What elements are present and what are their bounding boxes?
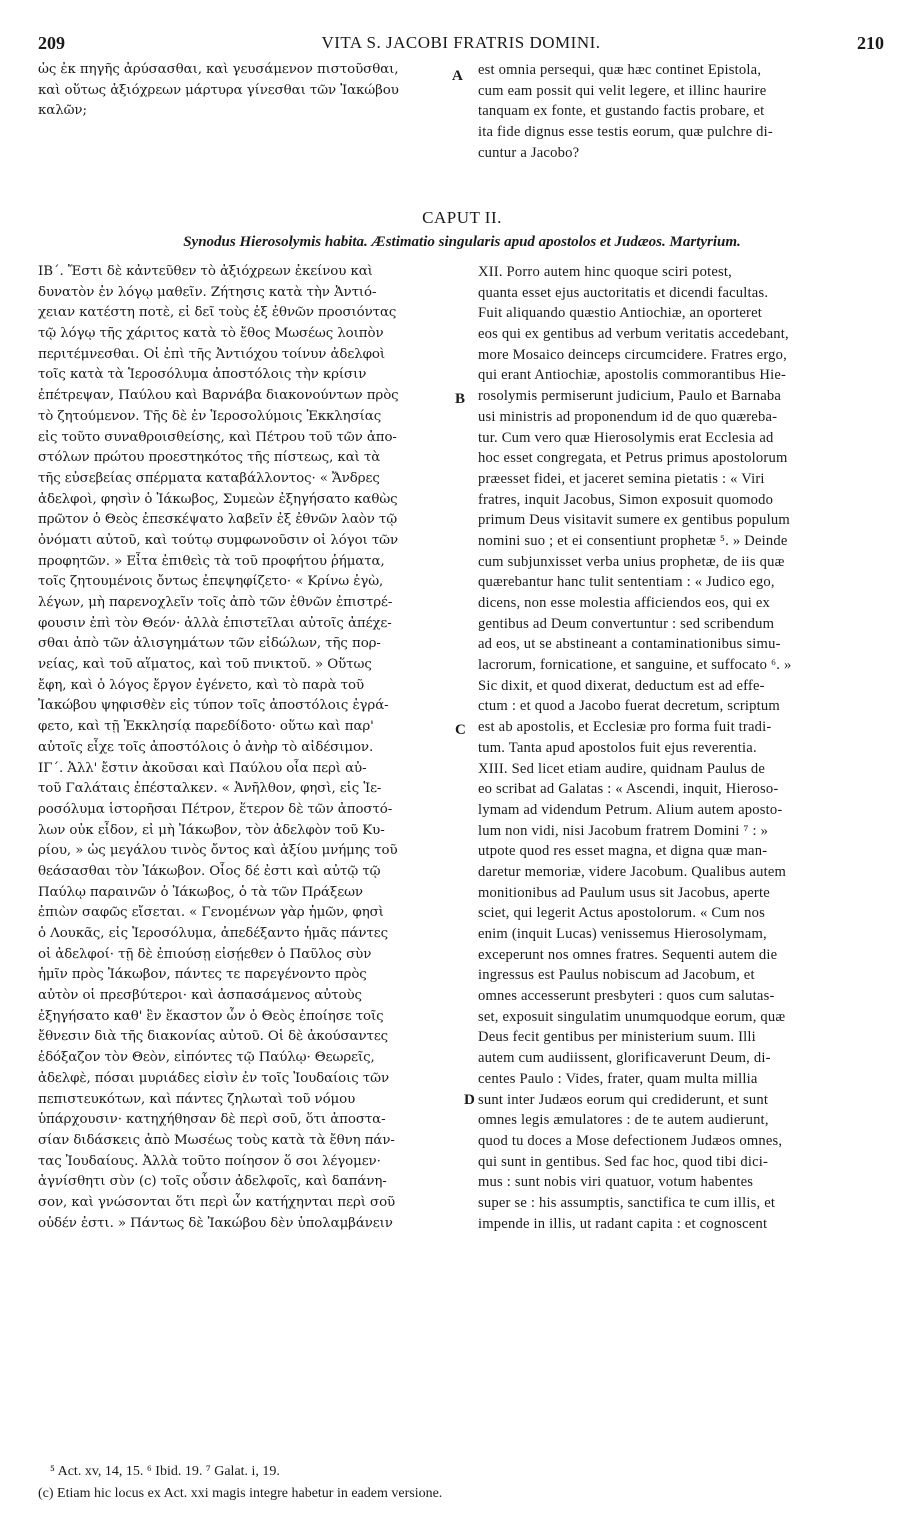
text-line: gentibus ad Deum convertuntur : sed scribendum — [478, 615, 775, 632]
text-line: nomini suo ; et ei consentiunt prophetæ ⁵. » Deinde — [478, 532, 788, 549]
text-line: hoc esset congregata, et Petrus primus apostolorum — [478, 450, 788, 467]
text-line: sciet, qui legerit Actus apostolorum. « Cum nos — [478, 905, 766, 922]
text-line: ἁγνίσθητι σὺν (c) τοῖς οὖσιν ἀδελφοῖς, καὶ δαπάνη- — [38, 1174, 387, 1190]
text-line: omnes legis æmulatores : de te autem audierunt, — [478, 1112, 769, 1129]
text-line: ad eos, ut se abstineant a contaminationibus simu- — [478, 636, 781, 653]
text-line: cuntur a Jacobo? — [478, 144, 580, 161]
text-line: XIII. Sed licet etiam audire, quidnam Paulus de — [478, 760, 766, 777]
text-line: præesset fidei, et jaceret semina pietatis : « Viri — [478, 470, 765, 487]
text-line: ἐξηγήσατο καθ' ἓν ἕκαστον ὧν ὁ Θεὸς ἐποίησε τοῖς — [38, 1008, 384, 1024]
text-line: λέγων, μὴ παρενοχλεῖν τοῖς ἀπὸ τῶν ἐθνῶν ἐπιστρέ- — [38, 595, 393, 610]
text-line: τοῖς κατὰ τὰ Ἱεροσόλυμα ἀποστόλοις τὴν κρίσιν — [38, 367, 367, 383]
text-line: omnes accesserunt presbyteri : quos cum salutas- — [478, 988, 775, 1005]
text-line: XII. Porro autem hinc quoque sciri potest, — [478, 264, 733, 280]
text-line: dicens, non esse molestia afficiendos eos, qui ex — [478, 595, 771, 611]
text-line: eo scribat ad Galatas : « Ascendi, inquit, Hieroso- — [478, 781, 779, 798]
text-line: σον, καὶ γνώσονται ὅτι περὶ ὧν κατήχηνται περὶ σοῦ — [38, 1194, 396, 1210]
text-line: qui sunt in gentibus. Sed fac hoc, quod tibi dici- — [478, 1153, 769, 1170]
text-line: quanta esset ejus auctoritatis et dicendi facultas. — [478, 284, 769, 301]
text-line: ita fide dignus esse testis eorum, quæ pulchre di- — [478, 124, 773, 141]
text-line: τῆς εὐσεβείας σπέρματα καταβάλλοντος· « Ἄνδρες — [38, 470, 380, 486]
footnotes — [38, 1464, 884, 1508]
text-line: est omnia persequi, quæ hæc continet Epistola, — [478, 62, 762, 78]
text-line: super se : his assumptis, sanctifica te cum illis, et — [478, 1194, 776, 1211]
text-line: autem cum audiissent, glorificaverunt Deum, di- — [478, 1050, 771, 1067]
text-line: οἱ ἀδελφοί· τῇ δὲ ἐπιούσῃ εἰσῄεθεν ὁ Παῦλος σὺν — [38, 946, 372, 962]
text-line: tur. Cum vero quæ Hierosolymis erat Ecclesia ad — [478, 429, 774, 446]
text-line: Παύλῳ παραινῶν ὁ Ἰάκωβος, ὁ τὰ τῶν Πράξεων — [38, 884, 363, 900]
text-line: mus : sunt nobis viri quatuor, votum habentes — [478, 1174, 754, 1191]
text-line: daretur memoriæ, videre Jacobum. Qualibus autem — [478, 863, 787, 880]
page-number-left: 209 — [38, 33, 65, 53]
text-line: φουσιν ἐπὶ τὸν Θεόν· ἀλλὰ ἐπιστεῖλαι αὐτοῖς ἀπέχε- — [38, 615, 392, 631]
latin-column — [478, 262, 884, 1234]
text-line: tum. Tanta apud apostolos fuit ejus reverentia. — [478, 739, 757, 756]
text-line: quod tu doces a Mose defectionem Judæos omnes, — [478, 1132, 783, 1149]
text-line: set, exposuit singulatim unumquodque eorum, quæ — [478, 1008, 786, 1025]
text-line: τοῦ Γαλάταις ἐπέσταλκεν. « Ἀνῆλθον, φησὶ, εἰς Ἱε- — [38, 781, 382, 797]
text-line: lymam ad videndum Petrum. Alium autem aposto- — [478, 801, 783, 818]
text-line: exceperunt nos omnes fratres. Sequenti autem die — [478, 946, 778, 963]
text-line: εἰς τοῦτο συναθροισθείσης, καὶ Πέτρου τοῦ τῶν ἀπο- — [38, 429, 397, 445]
text-line: προφητῶν. » Εἶτα ἐπιθεὶς τὰ τοῦ προφήτου ῥήματα, — [38, 553, 385, 569]
intro-latin-column — [478, 60, 884, 163]
text-line: ἔφη, καὶ ὁ λόγος ἔργον ἐγένετο, καὶ τὸ παρὰ τοῦ — [38, 677, 364, 693]
text-line: utpote quod res esset magna, et digna quæ man- — [478, 843, 768, 860]
text-line: ρίου, » ὡς μεγάλου τινὸς ὄντος καὶ ἀξίου μνήμης τοῦ — [38, 843, 398, 859]
text-line: monitionibus ad Paulum usus sit Jacobus, aperte — [478, 884, 770, 901]
text-line: sunt inter Judæos eorum qui crediderunt, et sunt — [478, 1091, 769, 1108]
text-line: σίαν διδάσκεις ἀπὸ Μωσέως τοὺς κατὰ τὰ ἔθνη πάν- — [38, 1132, 395, 1148]
text-line: Deus fecit gentibus per ministerium suum. Illi — [478, 1029, 756, 1046]
footnote-references: ⁵ Act. xv, 14, 15. ⁶ Ibid. 19. ⁷ Galat. i, 19. — [50, 1464, 280, 1479]
text-line: ἔθνεσιν διὰ τῆς διακονίας αὐτοῦ. Οἱ δὲ ἀκούσαντες — [38, 1029, 389, 1045]
running-head — [38, 33, 884, 59]
text-line: θεάσασθαι τὸν Ἰάκωβον. Οἷος δέ ἐστι καὶ αὐτῷ τῷ — [38, 863, 381, 879]
text-line: primum Deus visitavit sumere ex gentibus populum — [478, 512, 790, 529]
text-line: lum non vidi, nisi Jacobum fratrem Domini ⁷ : » — [478, 822, 769, 839]
text-line: τὸ ζητούμενον. Τῆς δὲ ἐν Ἱεροσολύμοις Ἐκκλησίας — [38, 408, 382, 424]
text-line: cum eam possit qui velit legere, et illinc haurire — [478, 82, 767, 99]
greek-column — [38, 262, 470, 1234]
text-line: est ab apostolis, et Ecclesiæ pro forma fuit tradi- — [478, 719, 772, 736]
text-line: ΙΒ΄. Ἔστι δὲ κἀντεῦθεν τὸ ἀξιόχρεων ἐκείνου καὶ — [38, 264, 373, 279]
text-line: οὐδέν ἐστι. » Πάντως δὲ Ἰακώβου δὲν ὑπολαμβάνειν — [38, 1215, 393, 1231]
text-line: ἐδόξαζον τὸν Θεὸν, εἰπόντες τῷ Παύλῳ· Θεωρεῖς, — [38, 1050, 375, 1066]
intro-greek-column — [38, 60, 470, 122]
chapter-heading: CAPUT II. — [422, 208, 502, 227]
text-line: Fuit aliquando quæstio Antiochiæ, an oporteret — [478, 305, 763, 322]
text-line: ἡμῖν πρὸς Ἰάκωβον, πάντες τε παρεγένοντο πρὸς — [38, 967, 367, 983]
text-line: ΙΓ΄. Ἀλλ' ἔστιν ἀκοῦσαι καὶ Παύλου οἷα περὶ αὐ- — [38, 760, 367, 776]
text-line: τας Ἰουδαίους. Ἀλλὰ τοῦτο ποίησον ὅ σοι λέγομεν· — [38, 1153, 381, 1169]
margin-marker-b: B — [455, 391, 466, 407]
text-line: ἀδελφὲ, πόσαι μυριάδες εἰσὶν ἐν τοῖς Ἰουδαίοις τῶν — [38, 1070, 390, 1086]
text-line: fratres, inquit Jacobus, Simon exposuit quomodo — [478, 491, 774, 508]
margin-marker-a: A — [452, 68, 463, 84]
text-line: more Mosaico deinceps circumcidere. Fratres ergo, — [478, 346, 787, 363]
text-line: στόλων πρώτου προεστηκότος τῆς πίστεως, καὶ τὰ — [38, 450, 381, 466]
text-line: tanquam ex fonte, et gustando factis probare, et — [478, 103, 765, 120]
text-line: τῷ λόγῳ τῆς χάριτος κατὰ τὸ ἔθος Μωσέως λοιπὸν — [38, 326, 384, 342]
text-line: πεπιστευκότων, καὶ πάντες ζηλωταὶ τοῦ νόμου — [38, 1091, 356, 1107]
text-line: χειαν κατέστη ποτὲ, εἰ δεῖ τοὺς ἐξ ἐθνῶν προσιόντας — [38, 305, 397, 321]
text-line: καλῶν; — [38, 103, 87, 119]
margin-marker-d: D — [464, 1092, 475, 1108]
text-line: ροσόλυμα ἱστορῆσαι Πέτρον, ἕτερον δὲ τῶν ἀποστό- — [38, 801, 393, 817]
text-line: τοῖς ζητουμένοις ὄντως ἐπεψηφίζετο· « Κρίνω ἐγὼ, — [38, 574, 384, 590]
text-line: Sic dixit, et quod dixerat, deductum est ad effe- — [478, 677, 765, 694]
text-line: ὡς ἐκ πηγῆς ἀρύσασθαι, καὶ γευσάμενον πιστοῦσθαι, — [38, 62, 399, 77]
text-line: ὁ Λουκᾶς, εἰς Ἱεροσόλυμα, ἀπεδέξαντο ἡμᾶς πάντες — [38, 926, 388, 941]
text-line: ὑπάρχουσιν· κατηχήθησαν δὲ περὶ σοῦ, ὅτι ἀποστα- — [38, 1112, 386, 1128]
text-line: λων οὐκ εἶδον, εἰ μὴ Ἰάκωβον, τὸν ἀδελφὸν τοῦ Κυ- — [38, 822, 385, 838]
text-line: ἐπιὼν σαφῶς εἴσεται. « Γενομένων γὰρ ἡμῶν, φησὶ — [38, 905, 384, 921]
page-number-right: 210 — [857, 33, 884, 53]
text-line: Ἰακώβου ψηφισθὲν εἰς τύπον τοῖς ἀποστόλοις ἐγρά- — [38, 698, 389, 714]
text-line: νείας, καὶ τοῦ αἵματος, καὶ τοῦ πνικτοῦ. » Οὕτως — [38, 657, 372, 673]
text-line: cum subjunxisset verba unius prophetæ, de iis quæ — [478, 553, 785, 570]
text-line: πρῶτον ὁ Θεὸς ἐπεσκέψατο λαβεῖν ἐξ ἐθνῶν λαὸν τῷ — [38, 512, 398, 528]
text-line: qui erant Antiochiæ, apostolis commorantibus Hie- — [478, 367, 787, 384]
text-line: αὐτὸν οἱ πρεσβύτεροι· καὶ ἀσπασάμενος αὐτοὺς — [38, 988, 362, 1004]
text-line: σθαι ἀπὸ τῶν ἀλισγημάτων τῶν εἰδώλων, τῆς πορ- — [38, 636, 381, 652]
chapter-summary: Synodus Hierosolymis habita. Æstimatio singularis apud apostolos et Judæos. Martyrium. — [183, 234, 741, 250]
text-line: ἐπέτρεψαν, Παύλου καὶ Βαρνάβα διακονούντων πρὸς — [38, 388, 399, 404]
text-line: φετο, καὶ τῇ Ἐκκλησίᾳ παρεδίδοτο· οὕτω καὶ παρ' — [38, 719, 374, 735]
text-line: περιτέμνεσθαι. Οἱ ἐπὶ τῆς Ἀντιόχου τοίνυν ἀδελφοὶ — [38, 346, 385, 362]
running-title: VITA S. JACOBI FRATRIS DOMINI. — [321, 33, 601, 52]
text-line: ctum : et quod a Jacobo fuerat decretum, scriptum — [478, 698, 780, 715]
text-line: lacrorum, fornicatione, et sanguine, et suffocato ⁶. » — [478, 657, 792, 674]
text-line: impende in illis, ut radant capita : et cognoscent — [478, 1215, 768, 1232]
text-line: centes Paulo : Vides, frater, quam multa millia — [478, 1070, 758, 1087]
text-line: δυνατὸν ἐν λόγῳ μαθεῖν. Ζήτησις κατὰ τὴν Ἀντιό- — [38, 284, 377, 300]
margin-marker-c: C — [455, 722, 466, 738]
text-line: eos qui ex gentibus ad verbum veritatis accedebant, — [478, 326, 789, 343]
text-line: usi ministris ad proponendum id de quo quærеba- — [478, 408, 778, 425]
text-line: enim (inquit Lucas) venissemus Hierosolymam, — [478, 926, 767, 942]
text-line: ὀνόματι αὐτοῦ, καὶ τούτῳ συμφωνοῦσιν οἱ λόγοι τῶν — [38, 532, 399, 548]
text-line: quærebantur hanc tulit sententiam : « Judico ego, — [478, 574, 775, 591]
text-line: ingressus est Paulus nobiscum ad Jacobum, et — [478, 967, 755, 984]
footnote-c: (c) Etiam hic locus ex Act. xxi magis integre habetur in eadem versione. — [38, 1486, 443, 1501]
text-line: rosolymis permiserunt judicium, Paulo et Barnaba — [478, 388, 782, 405]
text-line: αὐτοῖς εἶχε τοῖς ἀποστόλοις ὁ ἀνὴρ τὸ αἰδέσιμον. — [38, 739, 374, 755]
text-line: ἀδελφοὶ, φησὶν ὁ Ἰάκωβος, Συμεὼν ἐξηγήσατο καθὼς — [38, 491, 398, 507]
text-line: καὶ οὕτως ἀξιόχρεων μάρτυρα γίνεσθαι τῶν Ἰακώβου — [38, 82, 399, 98]
